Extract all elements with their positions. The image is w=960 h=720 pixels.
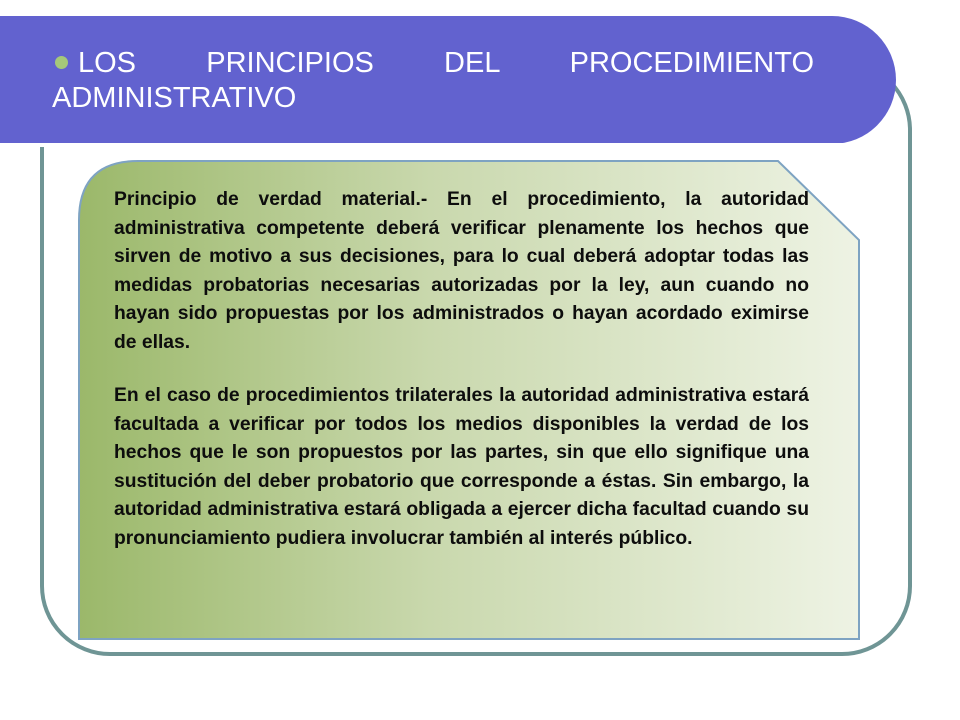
paragraph-procedimientos-trilaterales: En el caso de procedimientos trilaterales la autoridad administrativa estará facultada a verificar por todos los medios disponibles la verdad de los hechos que le son propuestos por las partes, sin que ello signifique una sustitución del deber probatorio que corresponde a éstas. Sin embargo, la autoridad administrativa estará obligada a ejercer dicha facultad cuando su pronunciamiento pudiera involucrar también al interés público. <box>114 385 809 549</box>
content-text <box>114 186 809 553</box>
title-underline <box>0 143 848 147</box>
slide-title-line1: LOS PRINCIPIOS DEL PROCEDIMIENTO <box>78 47 814 79</box>
slide-title <box>52 46 814 116</box>
slide-title-line2: ADMINISTRATIVO <box>52 82 297 114</box>
title-band <box>0 16 896 144</box>
paragraph-verdad-material: Principio de verdad material.- En el procedimiento, la autoridad administrativa competente deberá verificar plenamente los hechos que sirven de motivo a sus decisiones, para lo cual deberá adoptar todas las medidas probatorias necesarias autorizadas por la ley, aun cuando no hayan sido propuestas por los administrados o hayan acordado eximirse de ellas. <box>114 189 809 353</box>
